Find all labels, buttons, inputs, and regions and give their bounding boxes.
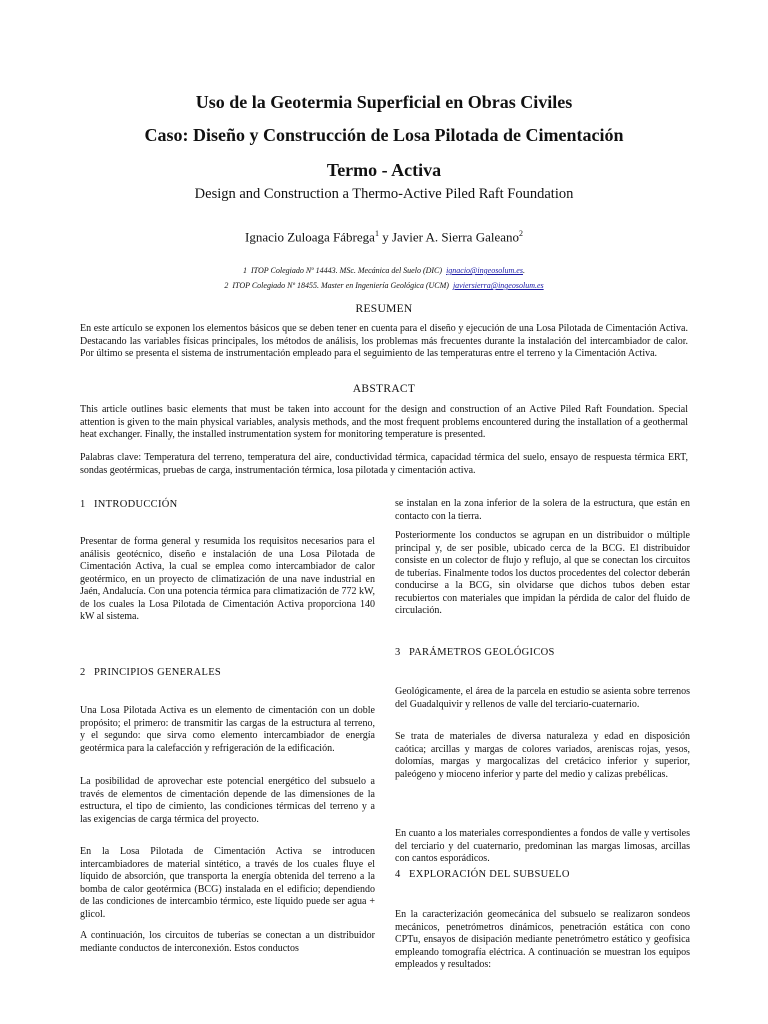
affiliation-2: [0, 280, 768, 291]
section-2-paragraph-5: se instalan en la zona inferior de la solera de la estructura, que están en contacto con la tierra.: [395, 498, 690, 522]
abstract-heading: ABSTRACT: [352, 383, 416, 395]
paper-title-line-1: Uso de la Geotermia Superficial en Obras Civiles: [195, 92, 573, 112]
section-3-paragraph-3: En cuanto a los materiales correspondientes a fondos de valle y vertisoles del terciario y del cuaternario, predominan las margas limosas, arcillas con cantos esporádicos.: [395, 828, 690, 864]
english-title: Design and Construction a Thermo-Active Piled Raft Foundation: [194, 186, 574, 202]
section-3-title: PARÁMETROS GEOLÓGICOS: [409, 647, 555, 658]
resumen-heading: RESUMEN: [355, 303, 413, 315]
section-2-paragraph-1: Una Losa Pilotada Activa es un elemento de cimentación con un doble propósito; el primero: de transmitir las cargas de la estructura al terreno, y el segundo: que sirva como elemento intercambiador de energía geotérmica para la calefacción y refrigeración de la edificación.: [80, 705, 375, 754]
affiliation-1: [0, 265, 768, 276]
section-4-number: 4: [395, 869, 401, 880]
affiliation-1-email-link[interactable]: ignacio@ingeosolum.es: [446, 266, 523, 275]
section-1-title: INTRODUCCIÓN: [94, 499, 178, 510]
section-1-number: 1: [80, 499, 86, 510]
author-1: Ignacio Zuloaga Fábrega: [244, 229, 375, 245]
abstract-text: This article outlines basic elements that must be taken into account for the design and construction of an Active Piled Raft Foundation. Special attention is given to the main physical variables, analysis methods, and the most frequent problems encountered during the installation of a geothermal heat exchanger. Finally, the installed instrumentation system for monitoring temperature is presented.: [80, 404, 688, 440]
authors-line: [0, 226, 768, 245]
section-2-paragraph-2: La posibilidad de aprovechar este potencial energético del subsuelo a través de elementos de cimentación depende de las dimensiones de la estructura, el tipo de cimiento, las condiciones térmicas del terreno y a las exigencias de carga térmica del proyecto.: [80, 776, 375, 825]
section-1-heading: [80, 498, 178, 511]
section-3-heading: [395, 646, 555, 659]
affiliation-1-tail: .: [522, 266, 525, 275]
section-4-paragraph-1: En la caracterización geomecánica del subsuelo se realizaron sondeos mecánicos, penetrómetros dinámicos, penetración estática con cono CPTu, ensayos de disipación mediante penetrómetro estático y geofísica empleando tomografía eléctrica. A continuación se muestran los equipos empleados y resultados:: [395, 909, 690, 970]
author-2: Javier A. Sierra Galeano: [391, 229, 519, 245]
section-2-title: PRINCIPIOS GENERALES: [94, 667, 222, 678]
section-4-heading: [395, 868, 570, 881]
section-2-paragraph-3: En la Losa Pilotada de Cimentación Activa se introducen intercambiadores de material sintético, a través de los cuales fluye el líquido de absorción, que transporta la energía obtenida del terreno a la bomba de calor geotérmica (BCG) instalada en el edificio; dependiendo de las condiciones de intercambio térmico, este líquido puede ser agua + glicol.: [80, 846, 375, 920]
section-2-heading: [80, 666, 221, 679]
author-connector: y: [378, 229, 392, 245]
section-2-number: 2: [80, 667, 86, 678]
section-3-paragraph-1: Geológicamente, el área de la parcela en estudio se asienta sobre terrenos del Guadalquivir y rellenos de valle del terciario-cuaternario.: [395, 686, 690, 710]
affiliation-2-email-link[interactable]: javiersierra@ingeosolum.es: [452, 281, 544, 290]
section-1-paragraph-1: Presentar de forma general y resumida los requisitos necesarios para el análisis geotécnico, diseño e instalación de una Losa Pilotada de Cimentación Activa, la cual se emplea como intercambiador de calor geotérmico, en un proyecto de climatización de una nave industrial en Jaén, Andalucía. Con una potencia térmica para climatización de 772 kW, de los cuales la Losa Pilotada de Cimentación Activa proporciona 140 kW al sistema.: [80, 536, 375, 622]
resumen-text: En este artículo se exponen los elementos básicos que se deben tener en cuenta para el diseño y ejecución de una Losa Pilotada de Cimentación Activa. Destacando las variables físicas principales, los métodos de análisis, los problemas más frecuentes durante la instalación del intercambiador de calor. Por último se presenta el sistema de instrumentación empleado para el seguimiento de las temperaturas entre el terreno y la Cimentación Activa.: [80, 323, 688, 359]
author-2-mark: 2: [519, 229, 523, 238]
section-3-number: 3: [395, 647, 401, 658]
keywords: Palabras clave: Temperatura del terreno, temperatura del aire, conductividad térmica, capacidad térmica del suelo, ensayo de respuesta térmica ERT, sondas geotérmicas, pruebas de carga, instrumentación térmica, losa pilotada y cimentación activa.: [80, 452, 688, 476]
section-2-paragraph-6: Posteriormente los conductos se agrupan en un distribuidor o múltiple principal y, de ser posible, ubicado cerca de la BCG. El distribuidor consiste en un colector de flujo y reflujo, al que se conectan los circuitos de tuberías. Finalmente todos los ductos procedentes del colector deberán conducirse a la BCG, sin olvidarse que dichos tubos deben estar recubiertos con materiales que impidan la pérdida de calor del fluido de circulación.: [395, 530, 690, 616]
section-3-paragraph-2: Se trata de materiales de diversa naturaleza y edad en disposición caótica; arcillas y margas de colores variados, areniscas rojas, yesos, dolomías, margas y margocalizas del cretácico inferior y superior, paleógeno y mioceno inferior y parte del medio y calizas prebélicas.: [395, 731, 690, 780]
paper-title-line-2: Caso: Diseño y Construcción de Losa Pilotada de Cimentación: [144, 125, 624, 145]
author-1-mark: 1: [374, 229, 379, 238]
affiliation-1-text: 1 ITOP Colegiado Nº 14443. MSc. Mecánica del Suelo (DIC): [243, 266, 447, 275]
affiliation-2-text: 2 ITOP Colegiado Nº 18455. Master en Ingeniería Geológica (UCM): [224, 281, 453, 290]
section-4-title: EXPLORACIÓN DEL SUBSUELO: [409, 869, 570, 880]
section-2-paragraph-4: A continuación, los circuitos de tuberías se conectan a un distribuidor mediante conductos de interconexión. Estos conductos: [80, 930, 375, 954]
paper-title-line-3: Termo - Activa: [326, 160, 442, 180]
